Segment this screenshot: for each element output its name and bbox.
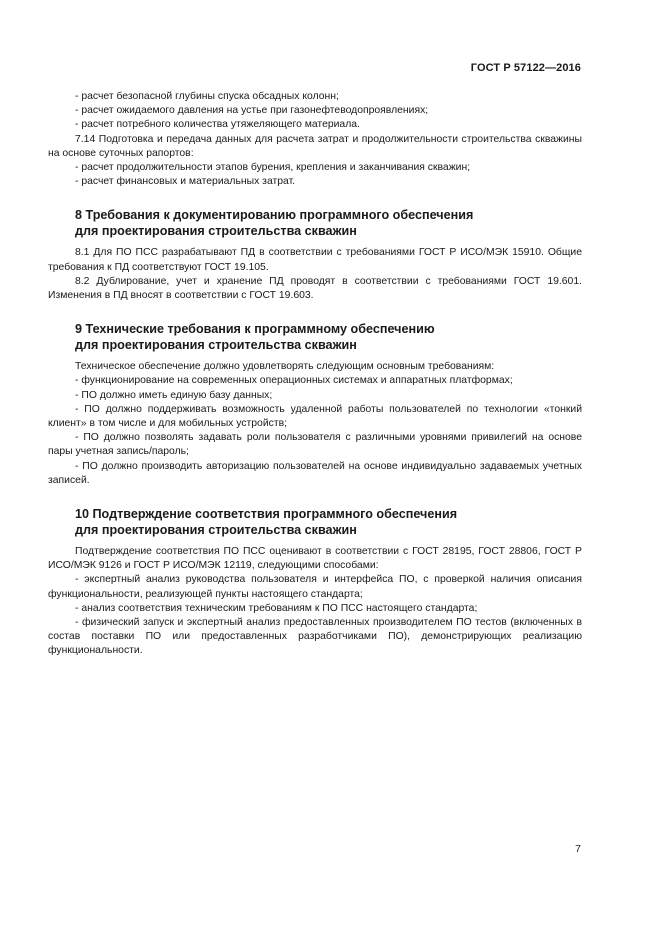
- clause-8-2: 8.2 Дублирование, учет и хранение ПД проводят в соответствии с требованиями ГОСТ 19.601. Изменения в ПД вносят в соответствии с ГОСТ 19.603.: [48, 275, 582, 302]
- clause-7-14: 7.14 Подготовка и передача данных для расчета затрат и продолжительности строительства скважины на основе суточных рапортов:: [48, 133, 582, 159]
- list-item: - расчет продолжительности этапов бурения, крепления и заканчивания скважин;: [75, 162, 471, 174]
- list-item: - ПО должно позволять задавать роли пользователя с различными уровнями привилегий на основе пары учетная запись/пароль;: [48, 432, 582, 458]
- list-item: - расчет ожидаемого давления на устье при газонефтеводопроявлениях;: [75, 105, 429, 117]
- list-item: - анализ соответствия техническим требованиям к ПО ПСС настоящего стандарта;: [75, 602, 478, 614]
- section-title: 8 Требования к документированию программного обеспечения: [75, 208, 474, 223]
- section-title: для проектирования строительства скважин: [75, 523, 357, 538]
- paragraph: Техническое обеспечение должно удовлетворять следующим основным требованиям:: [75, 361, 495, 373]
- section-title: для проектирования строительства скважин: [75, 224, 357, 239]
- section-10-heading: [48, 506, 582, 538]
- list-item: - функционирование на современных операционных системах и аппаратных платформах;: [75, 375, 513, 387]
- document-code-header: ГОСТ Р 57122—2016: [470, 62, 581, 74]
- page-body: [48, 90, 582, 659]
- section-9-heading: [48, 321, 582, 353]
- paragraph: Подтверждение соответствия ПО ПСС оценивают в соответствии с ГОСТ 28195, ГОСТ 28806, ГОСТ Р ИСО/МЭК 9126 и ГОСТ Р ИСО/МЭК 12119, следующими способами:: [48, 546, 582, 572]
- list-item: - расчет финансовых и материальных затрат.: [75, 176, 296, 188]
- list-item: - экспертный анализ руководства пользователя и интерфейса ПО, с проверкой наличия описания функциональности, реализующей пункты настоящего стандарта;: [48, 574, 582, 600]
- clause-8-1: 8.1 Для ПО ПСС разрабатывают ПД в соответствии с требованиями ГОСТ Р ИСО/МЭК 15910. Общие требования к ПД соответствуют ГОСТ 19.105.: [48, 247, 582, 273]
- section-title: 10 Подтверждение соответствия программного обеспечения: [75, 507, 458, 522]
- list-item: - ПО должно производить авторизацию пользователей на основе индивидуально задаваемых учетных записей.: [48, 460, 582, 486]
- list-item: - ПО должно поддерживать возможность удаленной работы пользователей по технологии «тонкий клиент» в том числе и для мобильных устройств;: [48, 403, 582, 430]
- section-title: для проектирования строительства скважин: [75, 338, 357, 353]
- list-item: - расчет безопасной глубины спуска обсадных колонн;: [75, 91, 339, 102]
- list-item: - расчет потребного количества утяжеляющего материала.: [75, 119, 360, 131]
- list-item: - ПО должно иметь единую базу данных;: [75, 389, 273, 401]
- section-8-heading: [48, 207, 582, 239]
- list-item: - физический запуск и экспертный анализ предоставленных производителем ПО тестов (включенных в состав поставки ПО или предоставленных разработчиками ПО), демонстрирующих реализацию функциональности.: [48, 617, 582, 657]
- section-title: 9 Технические требования к программному обеспечению: [75, 322, 435, 337]
- page-number: 7: [575, 843, 581, 855]
